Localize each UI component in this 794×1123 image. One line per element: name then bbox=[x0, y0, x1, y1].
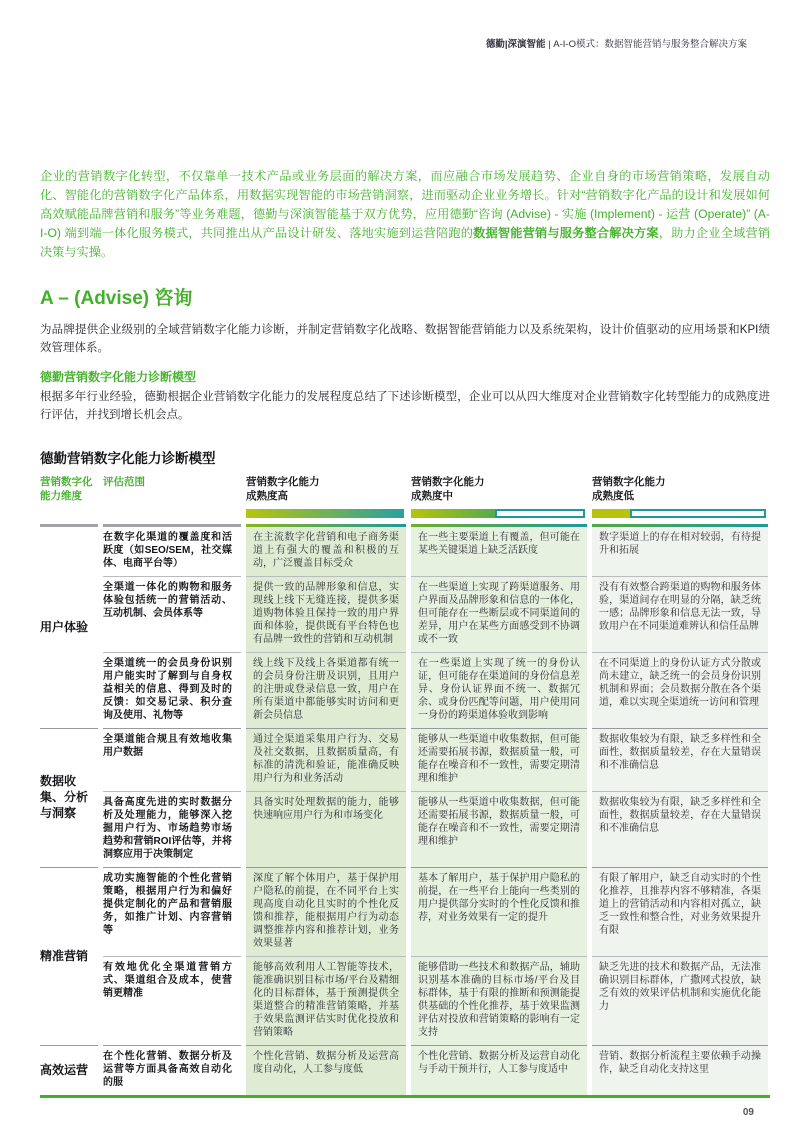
section-paragraph: 为品牌提供企业级别的全域营销数字化能力诊断，并制定营销数字化战略、数据智能营销能力以及系统架构，设计价值驱动的应用场景和KPI绩效管理体系。 bbox=[40, 324, 770, 354]
maturity-high-bar bbox=[246, 509, 404, 518]
group-label-efficient-operation: 高效运营 bbox=[40, 1045, 98, 1095]
table-row bbox=[40, 728, 768, 791]
scope-cell: 全渠道一体化的购物和服务体验包括统一的营销活动、互动机制、会员体系等 bbox=[103, 576, 241, 652]
maturity-mid-cell: 在一些主要渠道上有覆盖，但可能在某些关键渠道上缺乏活跃度 bbox=[411, 527, 587, 576]
maturity-mid-bar-fill bbox=[411, 509, 495, 518]
group-label-precision-marketing: 精准营销 bbox=[40, 867, 98, 1045]
maturity-mid-cell: 个性化营销、数据分析及运营自动化与手动干预并行，人工参与度适中 bbox=[411, 1045, 587, 1095]
table-title: 德勤营销数字化能力诊断模型 bbox=[40, 451, 216, 466]
maturity-mid-label-line1: 营销数字化能力 bbox=[411, 476, 485, 488]
table-bottom-rule bbox=[40, 1095, 770, 1098]
column-header-maturity-low bbox=[592, 475, 768, 527]
maturity-mid-cell: 能够借助一些技术和数据产品，辅助识别基本准确的目标市场/平台及目标群体，基于有限的推断和预测能提供基础的个性化推荐，基于效果监测评估对投放和营销策略的影响有一定支持 bbox=[411, 956, 587, 1045]
maturity-low-bar-empty bbox=[630, 509, 766, 518]
maturity-low-cell: 没有有效整合跨渠道的购物和服务体验，渠道间存在明显的分隔，缺乏统一感；品牌形象和信息无法一致，导致用户在不同渠道难辨认和信任品牌 bbox=[592, 576, 768, 652]
maturity-high-cell: 个性化营销、数据分析及运营高度自动化，人工参与度低 bbox=[246, 1045, 406, 1095]
maturity-low-bar-fill bbox=[592, 509, 630, 518]
scope-cell: 全渠道统一的会员身份识别 用户能实时了解到与自身权益相关的信息、得到及时的反馈：如交易记录、积分查询及使用、礼物等 bbox=[103, 652, 241, 728]
maturity-low-cell: 缺乏先进的技术和数据产品，无法准确识别目标群体，广撒网式投放，缺乏有效的效果评估机制和实施优化能力 bbox=[592, 956, 768, 1045]
section-title: A – (Advise) 咨询 bbox=[40, 288, 193, 309]
table-row bbox=[40, 1045, 768, 1095]
column-header-dimension: 营销数字化能力维度 bbox=[40, 475, 98, 527]
maturity-mid-cell: 能够从一些渠道中收集数据，但可能还需要拓展书源，数据质量一般，可能存在噪音和不一致性，需要定期清理和维护 bbox=[411, 791, 587, 867]
table-row bbox=[40, 576, 768, 652]
model-paragraph: 根据多年行业经验，德勤根据企业营销数字化能力的发展程度总结了下述诊断模型，企业可以从四大维度对企业营销数字化转型能力的成熟度进行评估，并找到增长机会点。 bbox=[40, 391, 770, 421]
table-row bbox=[40, 956, 768, 1045]
scope-cell: 全渠道能合规且有效地收集用户数据 bbox=[103, 728, 241, 791]
table-row bbox=[40, 867, 768, 956]
maturity-mid-bar-empty bbox=[495, 509, 585, 518]
table-row bbox=[40, 791, 768, 867]
maturity-mid-label-line2: 成熟度中 bbox=[411, 490, 453, 502]
maturity-low-cell: 有限了解用户，缺乏自动实时的个性化推荐，且推荐内容不够精准，各渠道上的营销活动和内容相对孤立，缺乏一致性和整合性，对业务效果提升有限 bbox=[592, 867, 768, 956]
model-heading: 德勤营销数字化能力诊断模型 bbox=[40, 370, 197, 384]
maturity-high-cell: 能够高效利用人工智能等技术，能准确识别目标市场/平台及精细化的目标群体，基于预测提供全渠道整合的精准营销策略，并基于效果监测评估实时优化投放和营销策略 bbox=[246, 956, 406, 1045]
maturity-high-cell: 线上线下及线上各渠道都有统一的会员身份注册及识别，且用户的注册或登录信息一致，用户在所有渠道中都能够实时访问和更新会员信息 bbox=[246, 652, 406, 728]
maturity-mid-cell: 能够从一些渠道中收集数据，但可能还需要拓展书源，数据质量一般，可能存在噪音和不一致性，需要定期清理和维护 bbox=[411, 728, 587, 791]
scope-cell: 在数字化渠道的覆盖度和活跃度（如SEO/SEM，社交媒体、电商平台等） bbox=[103, 532, 232, 569]
maturity-high-cell: 提供一致的品牌形象和信息，实现线上线下无缝连接，提供多渠道购物体验且保持一致的用户界面和体验，提供既有平台特色也有品牌一致性的营销和互动机制 bbox=[246, 576, 406, 652]
page-number: 09 bbox=[742, 1107, 754, 1118]
maturity-high-label-line2: 成熟度高 bbox=[246, 490, 288, 502]
scope-cell: 在个性化营销、数据分析及运营等方面具备高效自动化的服 bbox=[103, 1045, 241, 1095]
maturity-low-cell: 数据收集较为有限，缺乏多样性和全面性，数据质量较差，存在大量错误和不准确信息 bbox=[592, 728, 768, 791]
table-header-row bbox=[40, 475, 768, 527]
maturity-high-cell: 通过全渠道采集用户行为、交易及社交数据，且数据质量高，有标准的清洗和验证，能准确反映用户行为和业务活动 bbox=[246, 728, 406, 791]
maturity-high-label-line1: 营销数字化能力 bbox=[246, 476, 320, 488]
column-header-maturity-mid bbox=[411, 475, 587, 527]
table-row bbox=[40, 652, 768, 728]
maturity-low-cell: 营销、数据分析流程主要依赖手动操作，缺乏自动化支持这里 bbox=[592, 1045, 768, 1095]
maturity-low-label-line2: 成熟度低 bbox=[592, 490, 634, 502]
maturity-mid-cell: 在一些渠道上实现了跨渠道服务、用户界面及品牌形象和信息的一体化，但可能存在一些断层或不同渠道间的差异，用户在某些方面感受到不协调或不一致 bbox=[411, 576, 587, 652]
maturity-low-cell: 数字渠道上的存在相对较弱，有待提升和拓展 bbox=[592, 527, 768, 576]
maturity-high-cell: 深度了解个体用户，基于保护用户隐私的前提，在不同平台上实现高度自动化且实时的个性化反馈和推荐，能根据用户行为动态调整推荐内容和推荐计划，业务效果显著 bbox=[246, 867, 406, 956]
page-footer bbox=[40, 1107, 770, 1118]
page-header bbox=[40, 38, 770, 51]
scope-cell: 具备高度先进的实时数据分析及处理能力，能够深入挖掘用户行为、市场趋势市场趋势和营销ROI评估等，并将洞察应用于决策制定 bbox=[103, 791, 241, 867]
diagnostic-model-table bbox=[35, 475, 773, 1095]
header-brand: 德勤|深演智能 bbox=[485, 39, 546, 50]
maturity-mid-bar bbox=[411, 509, 585, 518]
column-header-maturity-high bbox=[246, 475, 406, 527]
maturity-high-bar-fill bbox=[246, 509, 404, 518]
column-header-scope: 评估范围 bbox=[103, 475, 241, 527]
group-label-data-insight: 数据收集、分析与洞察 bbox=[40, 728, 98, 867]
scope-cell: 成功实施智能的个性化营销策略，根据用户行为和偏好提供定制化的产品和营销服务，如推广计划、内容营销等 bbox=[103, 867, 241, 956]
header-subtitle: | A-I-O模式：数据智能营销与服务整合解决方案 bbox=[545, 39, 747, 50]
maturity-mid-cell: 基本了解用户，基于保护用户隐私的前提，在一些平台上能向一些类别的用户提供部分实时的个性化反馈和推荐，对业务效果有一定的提升 bbox=[411, 867, 587, 956]
maturity-low-cell: 数据收集较为有限，缺乏多样性和全面性，数据质量较差，存在大量错误和不准确信息 bbox=[592, 791, 768, 867]
maturity-mid-cell: 在一些渠道上实现了统一的身份认证，但可能存在渠道间的身份信息差异、身份认证界面不统一、数据冗余、或身份匹配等问题，用户使用同一身份的跨渠道体验收到影响 bbox=[411, 652, 587, 728]
maturity-high-cell: 具备实时处理数据的能力，能够快速响应用户行为和市场变化 bbox=[246, 791, 406, 867]
table-row bbox=[40, 527, 768, 576]
intro-text-before: 企业的营销数字化转型，不仅靠单一技术产品或业务层面的解决方案，而应融合市场发展趋势、企业自身的市场营销策略，发展自动化、智能化的营销数字化产品体系，用数据实现智能的市场营销洞察，进而驱动企业业务增长。针对“营销数字化产品的设计和发展如何高效赋能品牌营销和服务”等业务难题，德勤与深演智能基于双方优势，应用德勤“咨询 (Advise) - 实施 (Implement) - 运营 (Operate)” (A-I-O) 端到端一体化服务模式，共同推出从产品设计研发、落地实施到运营陪跑的 bbox=[40, 169, 770, 240]
maturity-low-bar bbox=[592, 509, 766, 518]
scope-cell: 有效地优化全渠道营销方式、渠道组合及成本，使营销更精准 bbox=[103, 956, 241, 1045]
maturity-low-label-line1: 营销数字化能力 bbox=[592, 476, 666, 488]
maturity-high-cell: 在主流数字化营销和电子商务渠道上有强大的覆盖和积极的互动，广泛覆盖目标受众 bbox=[246, 527, 406, 576]
maturity-low-cell: 在不同渠道上的身份认证方式分散或尚未建立，缺乏统一的会员身份识别机制和界面；会员数据分散在各个渠道，难以实现全渠道统一访问和管理 bbox=[592, 652, 768, 728]
intro-text-after: ，助力企业全域营销决策与实操。 bbox=[40, 226, 771, 259]
intro-text-bold: 数据智能营销与服务整合解决方案 bbox=[473, 226, 659, 240]
group-label-user-experience: 用户体验 bbox=[40, 619, 89, 634]
intro-paragraph bbox=[40, 167, 770, 262]
